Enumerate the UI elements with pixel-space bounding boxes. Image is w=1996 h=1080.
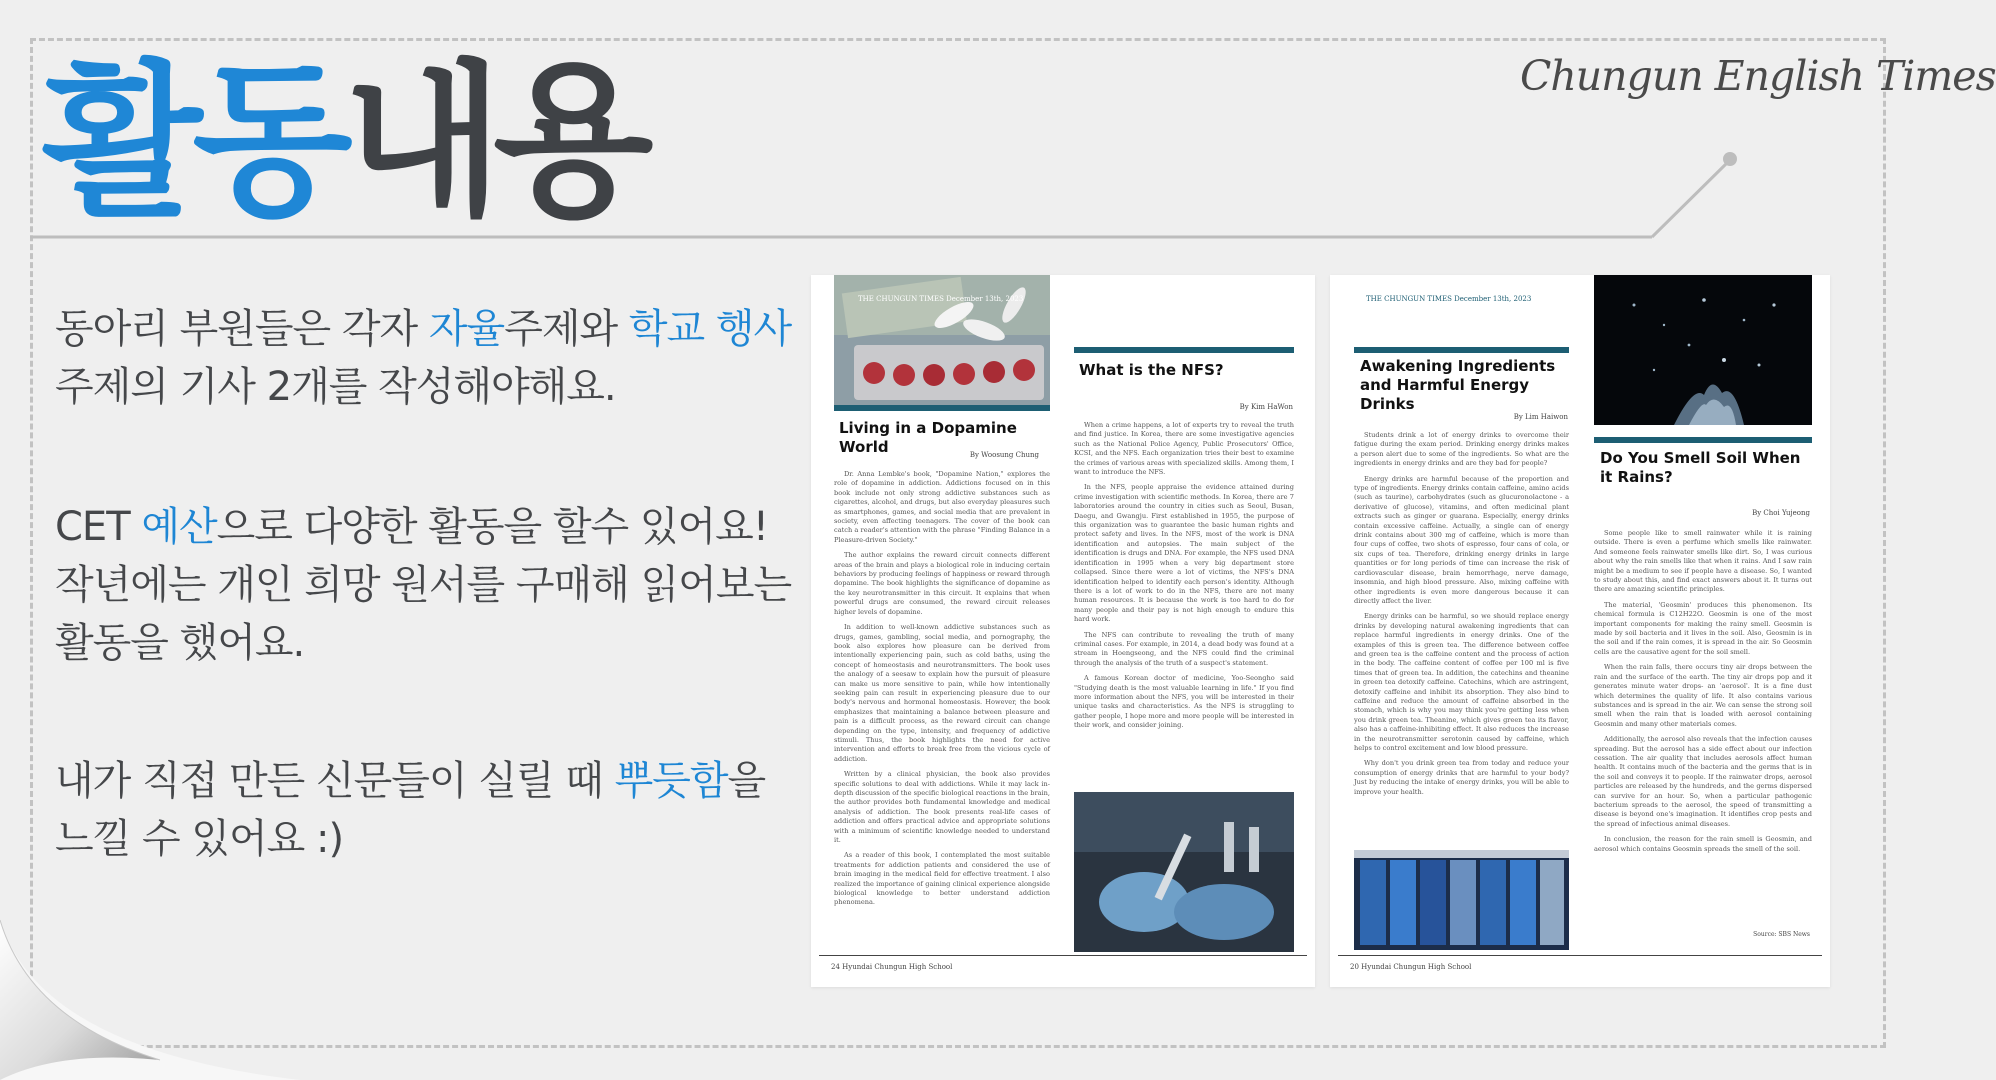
headline-energy-drinks: Awakening Ingredients and Harmful Energy Drinks — [1360, 357, 1556, 413]
text-span: 주제와 — [504, 306, 629, 352]
headline-dopamine: Living in a Dopamine World — [839, 419, 1017, 456]
paragraph-pride — [55, 752, 795, 868]
paragraph-clubwork — [55, 300, 795, 416]
page-footer: 20 Hyundai Chungun High School — [1350, 963, 1472, 971]
byline: By Choi Yujeong — [1752, 509, 1810, 517]
byline: By Woosung Chung — [969, 451, 1039, 459]
newspaper-page-left — [811, 275, 1315, 987]
source-note: Source: SBS News — [1753, 931, 1810, 938]
accent-text: 자율 — [428, 306, 505, 352]
article-paragraph: Written by a clinical physician, the book also provides specific solutions to deal with addictions. While it may lack in-depth discussion of the specific biological reactions in the brain, the author provides both fundamental knowledge and medical analysis of addiction. The book presents real-life cases of addiction and offers practical advice and appropriate solutions with a minimum of scientific knowledge needed to understand it. — [834, 770, 1050, 845]
masthead: THE CHUNGUN TIMES December 13th, 2023 — [1366, 295, 1532, 303]
headline-bar — [1594, 437, 1812, 443]
article-paragraph: Some people like to smell rainwater while it is raining outside. There is even a perfume which smells like rainwater. And someone feels rainwater smells like dirt. So, I was curious about why the rain smells like that when it rains. And I saw rain might be a medium to see if people have a disease. So, I wanted to study about this, and find exact answers about it. It turns out there are amazing scientific principles. — [1594, 529, 1812, 594]
divider-dot — [1723, 152, 1737, 166]
headline-soil-smell: Do You Smell Soil When it Rains? — [1600, 449, 1801, 486]
newspaper-page-right — [1330, 275, 1830, 987]
article-paragraph: The material, 'Geosmin' produces this phenomenon. Its chemical formula is C12H22O. Geosmin is one of the most important components for making the rainy smell. Geosmin is made by soil bacteria and it lives in the soil. Also, Geosmin is in the soil and if the rain comes, it is spread in the air. So Geosmin cells are the causative agent for the soil smell. — [1594, 600, 1812, 656]
lab-illustration — [1074, 792, 1294, 952]
article-paragraph: In the NFS, people appraise the evidence attained during crime investigation with scientific methods. In Korea, there are 7 laboratories around the country in cities such as Seoul, Busan, Daegu, and Gwangju. First established in 1955, the purpose of this organization was to guarantee the basic human rights and protect safety and lives. In the NFS, most of the work is DNA identification and autopsies. The main subject of the identification is drugs and DNA. For example, the NFS used DNA identification in 1995 when a very big department store collapsed. Since there were a lot of victims, the NFS's DNA identification helped to identify each person's identity. Although there is a lot of work to do in the NFS, there are not many human resources. It is because the work is too hard to do for many people and their pay is not high enough to endure this hard work. — [1074, 483, 1294, 624]
paragraph-budget — [55, 498, 795, 672]
title-highlight: 활동 — [42, 46, 343, 239]
headline-nfs: What is the NFS? — [1079, 361, 1224, 379]
rain-drops-photo — [1594, 275, 1812, 425]
page-curl-decoration — [0, 900, 320, 1080]
rain-illustration — [1594, 275, 1812, 425]
title-rest: 내용 — [342, 46, 644, 239]
article-paragraph: In addition to well-known addictive substances such as drugs, games, gambling, social media, and pornography, the book also explores how pleasure can be derived from intentionally experiencing pain, such as cold baths, using the concept of homeostasis and neurotransmitters. The book uses the analogy of a seesaw to explain how the pursuit of pleasure can make us more sensitive to pain, while how intentionally seeking pain can result in experiencing pleasure due to our body's nervous and hormonal homeostasis. However, the book emphasizes that maintaining a balance between pleasure and pain is a difficult process, as the reward circuit can change depending on the type, intensity, and frequency of addictive stimuli. Thus, the book highlights the need for active intervention and efforts to break free from the vicious cycle of addiction. — [834, 623, 1050, 763]
page-footer: 24 Hyundai Chungun High School — [831, 963, 953, 971]
text-span: 동아리 부원들은 각자 — [55, 306, 429, 352]
article-paragraph: Energy drinks can be harmful, so we should replace energy drinks by developing natural awakening ingredients that can replace harmful ingredients in energy drinks. One of the examples of this is green tea. The difference between coffee and green tea is the caffeine content and the process of action in the body. The caffeine content of coffee per 100 ml is five times that of green tea. In addition, the catechins and theanine in green tea detoxify caffeine. Catechins, which are astringent, detoxify caffeine and inhibit its absorption. They also bind to caffeine and reduce the amount of caffeine absorbed in the stomach, which is why you may think you're getting less when you drink green tea. Theanine, which gives green tea its flavor, also has a caffeine-inhibiting effect. It also reduces the increase in the neurotransmitter serotonin caused by caffeine, which helps to control excitement and low blood pressure. — [1354, 612, 1569, 752]
page-title — [42, 46, 644, 239]
article-paragraph: When a crime happens, a lot of experts try to reveal the truth and find justice. In Korea, there are some investigative agencies such as the National Police Agency, Public Prosecutors' Office, KCSI, and the NFS. Each organization tries their best to examine the crimes of various areas with specialized skills. Among them, I want to introduce the NFS. — [1074, 421, 1294, 477]
article-paragraph: Why don't you drink green tea from today and reduce your consumption of energy drinks that are harmful to your body? Just by reducing the intake of energy drinks, you will be able to improve your health. — [1354, 759, 1569, 796]
accent-text: 예산 — [141, 504, 217, 550]
headline-bar — [1354, 347, 1569, 353]
article-body-nfs — [1074, 421, 1294, 781]
article-paragraph: The NFS can contribute to revealing the truth of many criminal cases. For example, in 2014, a dead body was found at a stream in Hoengseong, and the NFS could find the criminal through the analysis of the truth of a suspect's statement. — [1074, 630, 1294, 667]
text-span: CET — [55, 504, 142, 550]
article-paragraph: When the rain falls, there occurs tiny air drops between the rain and the surface of the earth. The tiny air drops pop and it generates minute water drops- an 'aerosol'. It is a fine dust which determines the quality of life. It also contains various substances and is spread in the air. We can sense the strong soil smell when the rain that is loaded with aerosol containing Geosmin and many other materials comes. — [1594, 663, 1812, 728]
byline: By Lim Haiwon — [1513, 413, 1568, 421]
article-paragraph: As a reader of this book, I contemplated the most suitable treatments for addiction patients and considered the use of brain imaging in the medical field for effective treatment. I also realized the importance of gaining clinical experience alongside biological knowledge to better understand addiction phenomena. — [834, 851, 1050, 907]
article-paragraph: Students drink a lot of energy drinks to overcome their fatigue during the exam period. Drinking energy drinks makes a person alert due to some of the ingredients. So what are the ingredients in energy drinks and are they bad for people? — [1354, 431, 1569, 468]
text-span: 주제의 기사 2개를 작성해야해요. — [55, 364, 616, 410]
article-paragraph: A famous Korean doctor of medicine, Yoo-Seongho said "Studying death is the most valuable learning in life." If you find more information about the NFS, you will be interested in their unique tasks and characteristics. As the NFS is struggling to gather people, I hope more and more people will be interested in their work, and consider joining. — [1074, 674, 1294, 730]
article-body-energy — [1354, 431, 1569, 839]
article-body-dopamine — [834, 470, 1050, 965]
footer-rule — [1338, 955, 1822, 956]
text-span: 으로 다양한 활동을 할수 있어요! 작년에는 개인 희망 원서를 구매해 읽어보는 활동을 했어요. — [55, 504, 792, 666]
accent-text: 학교 행사 — [628, 306, 792, 352]
article-paragraph: In conclusion, the reason for the rain smell is Geosmin, and aerosol which contains Geosmin spreads the smell of the soil. — [1594, 835, 1812, 853]
text-span: 내가 직접 만든 신문들이 실릴 때 — [55, 758, 615, 804]
text-span: 을 느낄 수 있어요 :) — [55, 758, 766, 862]
brand-logo: Chungun English Times — [1520, 52, 1996, 100]
article-paragraph: Dr. Anna Lembke's book, "Dopamine Nation," explores the role of dopamine in addiction. Addictions focused on in this book include not only strong addictive substances such as cigarettes, alcohol, and drugs, but also everyday pleasures such as smartphones, games, and social media that are prevalent in society, even affecting teenagers. The cover of the book can catch a reader's attention with the phrase "Finding Balance in a Pleasure-driven Society." — [834, 470, 1050, 544]
article-paragraph: The author explains the reward circuit connects different areas of the brain and plays a biological role in inducing certain behaviors by producing feelings of happiness or reward through dopamine. The book highlights the significance of dopamine as the key neurotransmitter in this circuit. It explains that when powerful drugs are consumed, the reward circuit releases higher levels of dopamine. — [834, 551, 1050, 616]
pills-photo — [834, 275, 1050, 411]
accent-text: 뿌듯함 — [614, 758, 728, 804]
headline-bar — [1074, 347, 1294, 353]
energy-drinks-photo — [1354, 850, 1569, 950]
masthead: THE CHUNGUN TIMES December 13th, 2023 — [858, 295, 1024, 303]
article-paragraph: Energy drinks are harmful because of the proportion and type of ingredients. Energy drinks contain caffeine, amino acids (such as taurine), carbohydrates (such as glucuronolactone - a derivative of glucose), vitamins, and often medicinal plant extracts such as ginger or guarana. Especially, energy drinks contain excessive caffeine. Actually, a single can of energy drink contains about 300 mg of caffeine, which is more than four cups of coffee, two shots of espresso, four cans of cola, or six cups of tea. Therefore, drinking energy drinks in large quantities or for long periods of time can increase the risk of cardiovascular disease, brain hemorrhage, nerve damage, insomnia, and high blood pressure. Also, mixing caffeine with other ingredients is even more dangerous because it can directly affect the liver. — [1354, 474, 1569, 605]
article-paragraph: Additionally, the aerosol also reveals that the infection causes spreading. But the aerosol has a side effect about our infection cessation. The air quality that includes aerosols affect human health. It contains much of the bacteria and the germs that is in the soil and conveys it to people. If the rainwater drops, aerosol particles are released by the hundreds, and the germs dispersed can survive for an hour. So, when a particular pathogenic bacterium spreads to the aerosol, the speed of transmitting a disease is beyond one's imagination. It identifies crop pests and the spread of infectious animal diseases. — [1594, 735, 1812, 828]
article-body-soil — [1594, 529, 1812, 925]
byline: By Kim HaWon — [1239, 403, 1293, 411]
lab-photo — [1074, 792, 1294, 952]
footer-rule — [819, 955, 1307, 956]
drinks-illustration — [1354, 850, 1569, 950]
